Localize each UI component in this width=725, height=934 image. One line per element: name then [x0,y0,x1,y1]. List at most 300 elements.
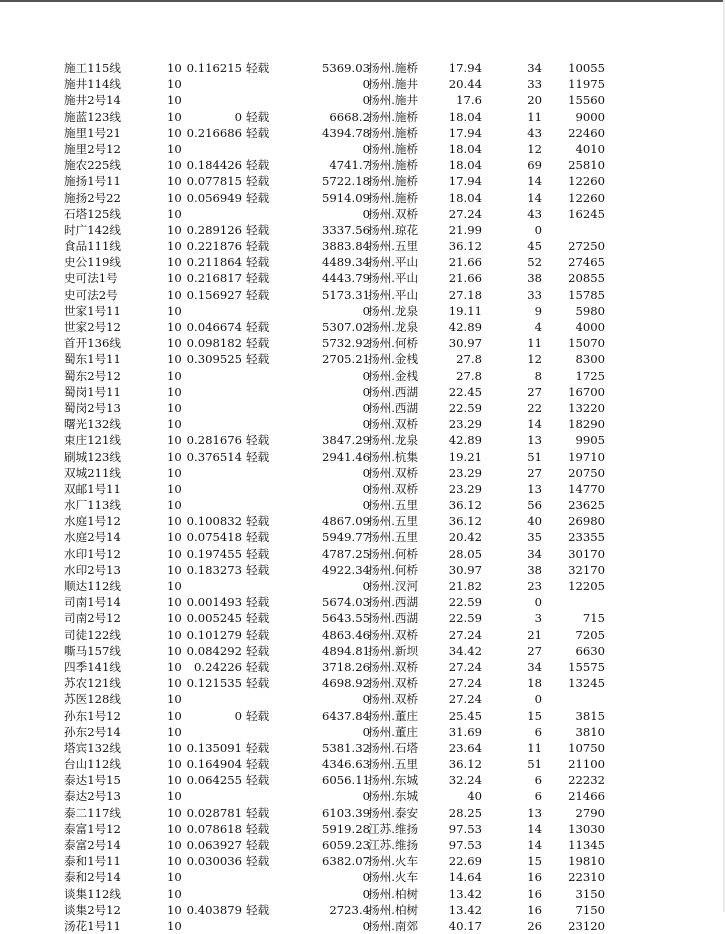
capacity-cell: 4698.92 [322,676,370,691]
voltage-cell: 10 [167,902,182,917]
feeder-name-cell: 施扬1号11 [64,174,121,189]
substation-cell: 扬州.五里 [368,530,419,545]
capacity-cell: 6668.2 [329,109,370,124]
length-cell: 31.69 [448,724,482,739]
substation-cell: 扬州.双桥 [368,417,419,432]
capacity-cell: 0 [362,417,370,432]
load-status-cell: 轻载 [246,546,270,561]
length-cell: 20.44 [448,77,482,92]
count-cell: 12 [527,141,542,156]
voltage-cell: 10 [167,336,182,351]
load-status-cell: 轻载 [246,773,270,788]
voltage-cell: 10 [167,320,182,334]
count-cell: 14 [527,190,542,205]
count-cell: 11 [527,109,542,124]
length-cell: 23.29 [448,481,482,496]
total-capacity-cell: 3810 [575,724,605,739]
total-capacity-cell: 13030 [568,821,605,836]
total-capacity-cell: 19810 [568,854,605,869]
load-ratio-cell: 0.028781 [186,805,242,820]
substation-cell: 扬州.泰安 [368,805,419,820]
length-cell: 27.24 [448,692,482,707]
count-cell: 69 [527,158,542,173]
total-capacity-cell: 10055 [568,61,605,75]
capacity-cell: 5732.92 [322,336,370,351]
load-status-cell: 轻载 [246,530,270,545]
count-cell: 14 [527,417,542,432]
capacity-cell: 6437.84 [322,708,370,723]
total-capacity-cell: 22460 [568,125,605,140]
feeder-name-cell: 泰达1号15 [64,773,121,788]
count-cell: 9 [534,303,542,318]
substation-cell: 扬州.平山 [368,287,419,302]
total-capacity-cell: 15575 [568,659,605,674]
load-ratio-cell: 0.001493 [186,595,242,610]
substation-cell: 扬州.施桥 [368,190,419,205]
load-ratio-cell: 0.281676 [186,433,242,448]
feeder-name-cell: 施工115线 [64,61,121,75]
load-ratio-cell: 0 [234,708,242,723]
count-cell: 3 [534,611,542,626]
substation-cell: 扬州.何桥 [368,562,419,577]
feeder-name-cell: 水印2号13 [64,562,121,577]
load-status-cell: 轻载 [246,320,270,334]
feeder-name-cell: 泰二117线 [64,805,121,820]
load-status-cell: 轻载 [246,352,270,367]
count-cell: 21 [527,627,542,642]
load-ratio-cell: 0.135091 [186,740,242,755]
load-status-cell: 轻载 [246,255,270,270]
voltage-cell: 10 [167,481,182,496]
length-cell: 22.59 [448,595,482,610]
substation-cell: 扬州.金桟 [368,368,419,383]
load-ratio-cell: 0.221876 [186,239,242,254]
total-capacity-cell: 30170 [568,546,605,561]
feeder-name-cell: 史可法2号 [64,287,118,302]
voltage-cell: 10 [167,643,182,658]
capacity-cell: 4394.78 [322,125,370,140]
capacity-cell: 5381.32 [322,740,370,755]
substation-cell: 扬州.施桥 [368,109,419,124]
feeder-name-cell: 嘶马157线 [64,643,121,658]
capacity-cell: 0 [362,384,370,399]
voltage-cell: 10 [167,627,182,642]
feeder-name-cell: 司徒122线 [64,627,121,642]
total-capacity-cell: 23355 [568,530,605,545]
capacity-cell: 5949.77 [322,530,370,545]
capacity-cell: 6103.39 [322,805,370,820]
feeder-name-cell: 史可法1号 [64,271,118,286]
voltage-cell: 10 [167,384,182,399]
total-capacity-cell: 27465 [568,255,605,270]
length-cell: 36.12 [448,239,482,254]
load-ratio-cell: 0.005245 [186,611,242,626]
length-cell: 97.53 [448,838,482,852]
capacity-cell: 4863.46 [322,627,370,642]
length-cell: 42.89 [448,433,482,448]
substation-cell: 扬州.双桥 [368,676,419,691]
voltage-cell: 10 [167,611,182,626]
capacity-cell: 0 [362,303,370,318]
voltage-cell: 10 [167,838,182,852]
feeder-name-cell: 食品111线 [64,239,121,254]
substation-cell: 扬州.火车 [368,854,419,869]
voltage-cell: 10 [167,465,182,480]
length-cell: 23.29 [448,465,482,480]
substation-cell: 扬州.东城 [368,773,419,788]
length-cell: 28.05 [448,546,482,561]
total-capacity-cell: 3150 [575,886,605,901]
capacity-cell: 0 [362,724,370,739]
voltage-cell: 10 [167,530,182,545]
capacity-cell: 3337.56 [322,222,370,237]
load-ratio-cell: 0.156927 [186,287,242,302]
substation-cell: 扬州.董庄 [368,724,419,739]
substation-cell: 扬州.火车 [368,870,419,885]
count-cell: 15 [527,854,542,869]
voltage-cell: 10 [167,692,182,707]
feeder-name-cell: 塔宾132线 [64,740,121,755]
load-ratio-cell: 0.030036 [186,854,242,869]
total-capacity-cell: 13220 [568,400,605,415]
length-cell: 19.11 [448,303,482,318]
count-cell: 13 [527,433,542,448]
total-capacity-cell: 10750 [568,740,605,755]
count-cell: 14 [527,174,542,189]
capacity-cell: 0 [362,886,370,901]
capacity-cell: 0 [362,93,370,108]
substation-cell: 扬州.龙泉 [368,320,419,334]
feeder-name-cell: 泰富1号12 [64,821,121,836]
length-cell: 18.04 [448,109,482,124]
load-ratio-cell: 0.046674 [186,320,242,334]
length-cell: 40 [467,789,482,804]
load-ratio-cell: 0.098182 [186,336,242,351]
substation-cell: 江苏.维扬 [368,838,419,852]
feeder-name-cell: 施里1号21 [64,125,121,140]
length-cell: 27.24 [448,206,482,221]
count-cell: 11 [527,336,542,351]
count-cell: 16 [527,870,542,885]
length-cell: 23.64 [448,740,482,755]
feeder-name-cell: 谈集2号12 [64,902,121,917]
voltage-cell: 10 [167,773,182,788]
total-capacity-cell: 15785 [568,287,605,302]
substation-cell: 扬州.施桥 [368,141,419,156]
total-capacity-cell: 12260 [568,190,605,205]
load-status-cell: 轻载 [246,271,270,286]
feeder-name-cell: 蜀岗1号11 [64,384,121,399]
total-capacity-cell: 20855 [568,271,605,286]
feeder-name-cell: 时广142线 [64,222,121,237]
voltage-cell: 10 [167,659,182,674]
capacity-cell: 4741.7 [329,158,370,173]
feeder-name-cell: 施里2号12 [64,141,121,156]
load-ratio-cell: 0.075418 [186,530,242,545]
voltage-cell: 10 [167,287,182,302]
length-cell: 34.42 [448,643,482,658]
capacity-cell: 3883.84 [322,239,370,254]
substation-cell: 扬州.双桥 [368,659,419,674]
length-cell: 32.24 [448,773,482,788]
substation-cell: 扬州.柏树 [368,886,419,901]
length-cell: 36.12 [448,514,482,529]
total-capacity-cell: 18290 [568,417,605,432]
feeder-name-cell: 双邮1号11 [64,481,121,496]
total-capacity-cell: 23120 [568,918,605,933]
load-ratio-cell: 0.403879 [186,902,242,917]
length-cell: 18.04 [448,141,482,156]
capacity-cell: 0 [362,481,370,496]
total-capacity-cell: 715 [582,611,605,626]
load-status-cell: 轻载 [246,433,270,448]
voltage-cell: 10 [167,805,182,820]
length-cell: 22.59 [448,611,482,626]
voltage-cell: 10 [167,271,182,286]
substation-cell: 扬州.汊河 [368,579,419,593]
voltage-cell: 10 [167,239,182,254]
length-cell: 22.45 [448,384,482,399]
load-ratio-cell: 0.24226 [194,659,242,674]
count-cell: 6 [534,724,542,739]
total-capacity-cell: 12260 [568,174,605,189]
load-ratio-cell: 0.121535 [186,676,242,691]
count-cell: 16 [527,886,542,901]
length-cell: 40.17 [448,918,482,933]
length-cell: 18.04 [448,158,482,173]
length-cell: 28.25 [448,805,482,820]
count-cell: 33 [527,287,542,302]
load-ratio-cell: 0.216686 [186,125,242,140]
substation-cell: 扬州.双桥 [368,206,419,221]
substation-cell: 江苏.维扬 [368,821,419,836]
voltage-cell: 10 [167,368,182,383]
capacity-cell: 5674.03 [322,595,370,610]
length-cell: 27.24 [448,676,482,691]
voltage-cell: 10 [167,352,182,367]
feeder-name-cell: 水庭2号14 [64,530,121,545]
voltage-cell: 10 [167,77,182,92]
capacity-cell: 0 [362,918,370,933]
feeder-name-cell: 台山112线 [64,757,121,772]
substation-cell: 扬州.何桥 [368,336,419,351]
load-status-cell: 轻载 [246,287,270,302]
voltage-cell: 10 [167,546,182,561]
substation-cell: 扬州.施桥 [368,125,419,140]
substation-cell: 扬州.双桥 [368,627,419,642]
load-status-cell: 轻载 [246,676,270,691]
total-capacity-cell: 20750 [568,465,605,480]
feeder-name-cell: 水厂113线 [64,498,121,513]
voltage-cell: 10 [167,757,182,772]
total-capacity-cell: 19710 [568,449,605,464]
capacity-cell: 0 [362,498,370,513]
length-cell: 42.89 [448,320,482,334]
load-status-cell: 轻载 [246,109,270,124]
length-cell: 13.42 [448,886,482,901]
count-cell: 35 [527,530,542,545]
voltage-cell: 10 [167,514,182,529]
count-cell: 43 [527,125,542,140]
length-cell: 21.82 [448,579,482,593]
feeder-name-cell: 谈集112线 [64,886,121,901]
count-cell: 6 [534,789,542,804]
capacity-cell: 0 [362,368,370,383]
substation-cell: 扬州.柏树 [368,902,419,917]
substation-cell: 扬州.杭集 [368,449,419,464]
length-cell: 30.97 [448,336,482,351]
load-ratio-cell: 0.309525 [186,352,242,367]
voltage-cell: 10 [167,222,182,237]
feeder-name-cell: 司南2号12 [64,611,121,626]
feeder-name-cell: 顺达112线 [64,579,121,593]
voltage-cell: 10 [167,740,182,755]
capacity-cell: 4922.34 [322,562,370,577]
count-cell: 27 [527,643,542,658]
load-status-cell: 轻载 [246,821,270,836]
substation-cell: 扬州.双桥 [368,692,419,707]
capacity-cell: 0 [362,579,370,593]
count-cell: 38 [527,562,542,577]
feeder-name-cell: 刷城123线 [64,449,121,464]
load-status-cell: 轻载 [246,190,270,205]
capacity-cell: 4867.09 [322,514,370,529]
feeder-name-cell: 世家1号11 [64,303,121,318]
voltage-cell: 10 [167,562,182,577]
count-cell: 20 [527,93,542,108]
voltage-cell: 10 [167,400,182,415]
voltage-cell: 10 [167,303,182,318]
total-capacity-cell: 22232 [568,773,605,788]
substation-cell: 扬州.金桟 [368,352,419,367]
voltage-cell: 10 [167,125,182,140]
load-status-cell: 轻载 [246,174,270,189]
load-status-cell: 轻载 [246,854,270,869]
substation-cell: 扬州.南郊 [368,918,419,933]
substation-cell: 扬州.施桥 [368,158,419,173]
count-cell: 18 [527,676,542,691]
load-status-cell: 轻载 [246,902,270,917]
load-status-cell: 轻载 [246,708,270,723]
total-capacity-cell: 21466 [568,789,605,804]
voltage-cell: 10 [167,918,182,933]
length-cell: 17.94 [448,174,482,189]
capacity-cell: 4489.34 [322,255,370,270]
substation-cell: 扬州.西湖 [368,384,419,399]
voltage-cell: 10 [167,724,182,739]
feeder-name-cell: 史公119线 [64,255,121,270]
capacity-cell: 6059.23 [322,838,370,852]
voltage-cell: 10 [167,417,182,432]
count-cell: 51 [527,449,542,464]
load-status-cell: 轻载 [246,449,270,464]
length-cell: 17.6 [456,93,482,108]
capacity-cell: 3718.26 [322,659,370,674]
voltage-cell: 10 [167,789,182,804]
substation-cell: 扬州.五里 [368,757,419,772]
voltage-cell: 10 [167,821,182,836]
feeder-name-cell: 泰富2号14 [64,838,121,852]
capacity-cell: 5919.28 [322,821,370,836]
length-cell: 25.45 [448,708,482,723]
length-cell: 22.59 [448,400,482,415]
load-ratio-cell: 0.078618 [186,821,242,836]
voltage-cell: 10 [167,141,182,156]
feeder-name-cell: 水印1号12 [64,546,121,561]
voltage-cell: 10 [167,870,182,885]
substation-cell: 扬州.平山 [368,271,419,286]
count-cell: 34 [527,659,542,674]
substation-cell: 扬州.施桥 [368,174,419,189]
substation-cell: 扬州.龙泉 [368,303,419,318]
feeder-name-cell: 施蓝123线 [64,109,121,124]
substation-cell: 扬州.五里 [368,239,419,254]
load-ratio-cell: 0.376514 [186,449,242,464]
feeder-name-cell: 施扬2号22 [64,190,121,205]
substation-cell: 扬州.西湖 [368,400,419,415]
total-capacity-cell: 15560 [568,93,605,108]
capacity-cell: 4894.81 [322,643,370,658]
count-cell: 27 [527,384,542,399]
total-capacity-cell: 4000 [575,320,605,334]
count-cell: 52 [527,255,542,270]
total-capacity-cell: 5980 [575,303,605,318]
count-cell: 38 [527,271,542,286]
load-status-cell: 轻载 [246,757,270,772]
voltage-cell: 10 [167,61,182,75]
total-capacity-cell: 26980 [568,514,605,529]
count-cell: 34 [527,61,542,75]
count-cell: 27 [527,465,542,480]
substation-cell: 扬州.新坝 [368,643,419,658]
voltage-cell: 10 [167,449,182,464]
capacity-cell: 5307.02 [322,320,370,334]
total-capacity-cell: 8300 [575,352,605,367]
capacity-cell: 0 [362,141,370,156]
total-capacity-cell: 16700 [568,384,605,399]
capacity-cell: 4443.79 [322,271,370,286]
count-cell: 16 [527,902,542,917]
capacity-cell: 0 [362,400,370,415]
length-cell: 30.97 [448,562,482,577]
load-status-cell: 轻载 [246,838,270,852]
length-cell: 27.24 [448,627,482,642]
capacity-cell: 0 [362,465,370,480]
total-capacity-cell: 23625 [568,498,605,513]
capacity-cell: 2705.21 [322,352,370,367]
load-ratio-cell: 0.064255 [186,773,242,788]
feeder-name-cell: 汤花1号11 [64,918,121,933]
total-capacity-cell: 2790 [575,805,605,820]
voltage-cell: 10 [167,595,182,610]
count-cell: 12 [527,352,542,367]
load-ratio-cell: 0.216817 [186,271,242,286]
count-cell: 34 [527,546,542,561]
total-capacity-cell: 16245 [568,206,605,221]
total-capacity-cell: 21100 [568,757,605,772]
capacity-cell: 2723.4 [329,902,370,917]
total-capacity-cell: 4010 [575,141,605,156]
substation-cell: 扬州.双桥 [368,481,419,496]
length-cell: 36.12 [448,757,482,772]
total-capacity-cell: 9905 [575,433,605,448]
load-status-cell: 轻载 [246,562,270,577]
length-cell: 27.24 [448,659,482,674]
feeder-name-cell: 泰和1号11 [64,854,121,869]
count-cell: 23 [527,579,542,593]
load-ratio-cell: 0.183273 [186,562,242,577]
length-cell: 17.94 [448,61,482,75]
